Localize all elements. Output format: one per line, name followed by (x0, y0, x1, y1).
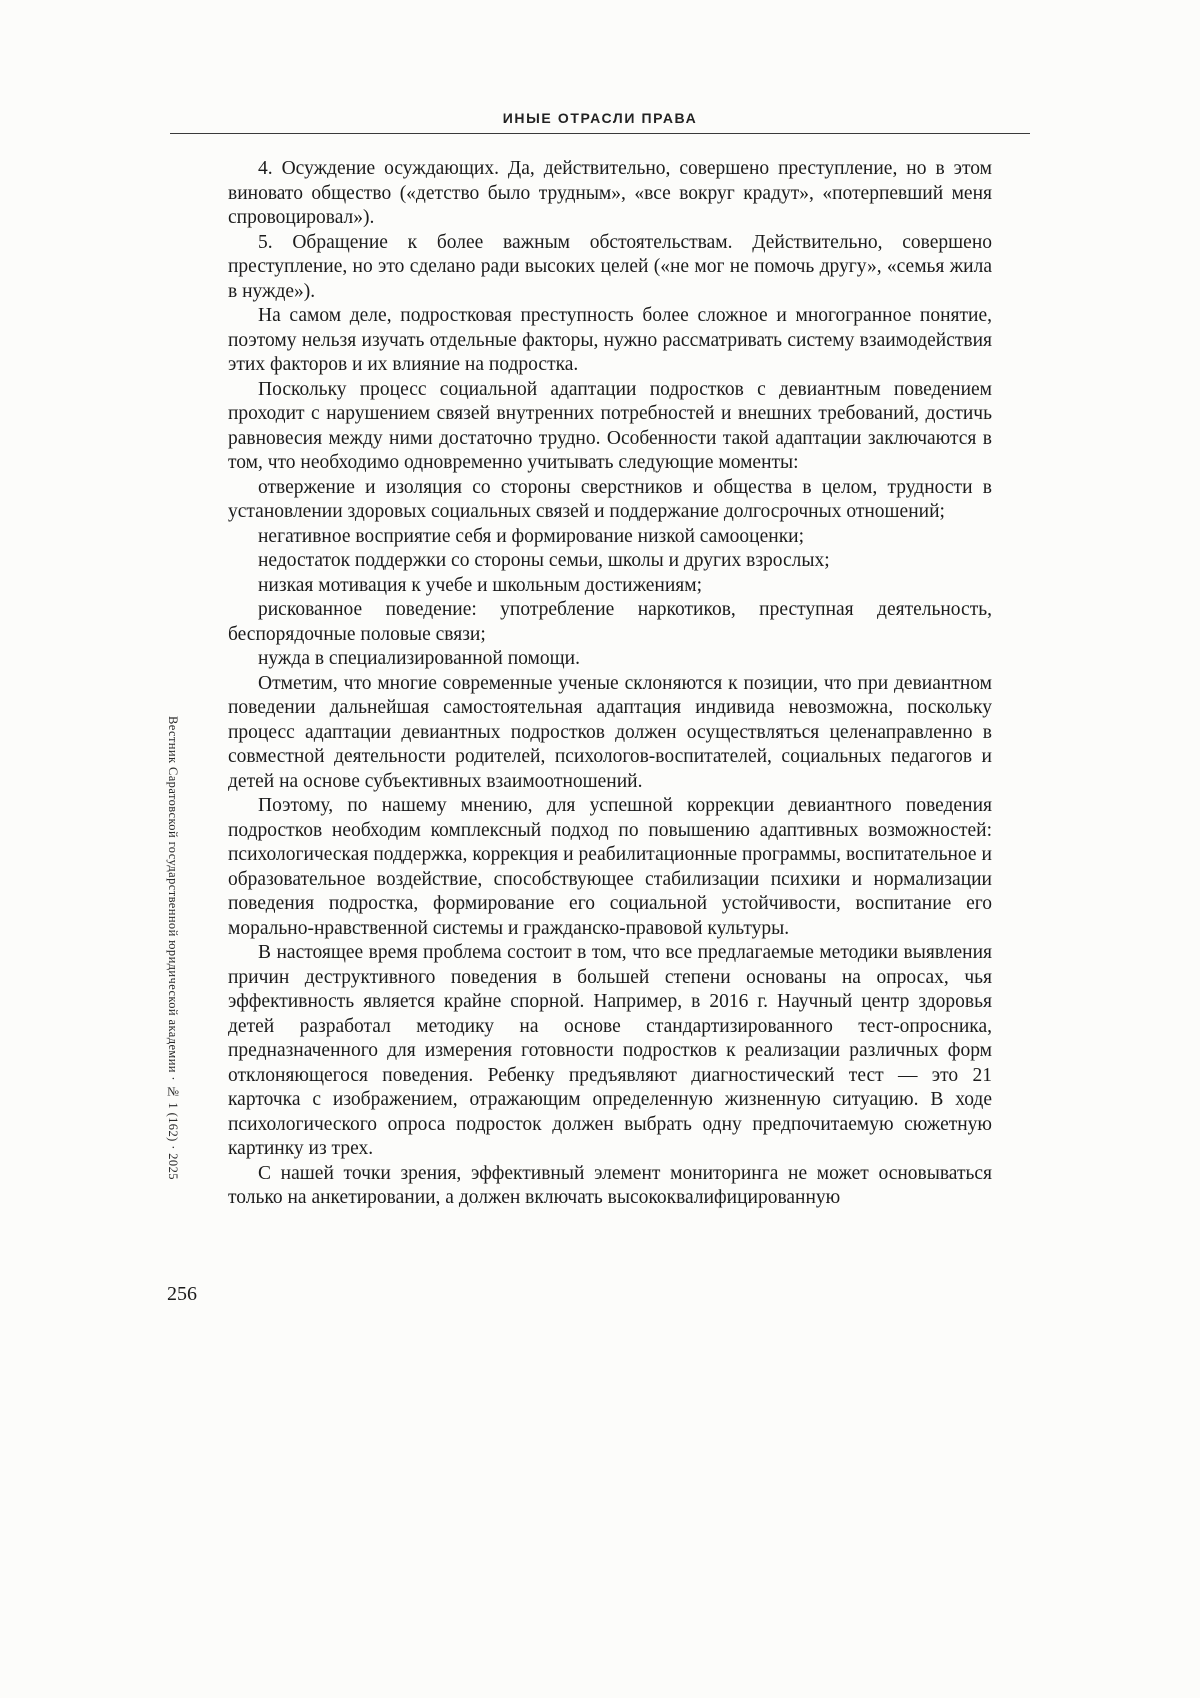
paragraph-item-4: 4. Осуждение осуждающих. Да, действительно, совершено преступление, но в этом виновато общество («детство было трудным», «все вокруг крадут», «потерпевший меня спровоцировал»). (228, 158, 992, 228)
header-rule (170, 133, 1030, 134)
section-title: ИНЫЕ ОТРАСЛИ ПРАВА (502, 110, 698, 126)
list-item: негативное восприятие себя и формирование низкой самооценки; (258, 525, 805, 547)
paragraph: Поэтому, по нашему мнению, для успешной коррекции девиантного поведения подростков необходим комплексный подход по повышению адаптивных возможностей: психологическая поддержка, коррекция и реабилитационные программы, воспитательное и образовательное воздействие, способствующее стабилизации психики и нормализации поведения подростка, формирование его социальной устойчивости, воспитание его морально-нравственной системы и гражданско-правовой культуры. (228, 795, 992, 939)
article-body (228, 157, 992, 1211)
paragraph: Отметим, что многие современные ученые склоняются к позиции, что при девиантном поведении дальнейшая самостоятельная адаптация индивида невозможна, поскольку процесс адаптации девиантных подростков должен осуществляться целенаправленно в совместной деятельности родителей, психологов-воспитателей, социальных педагогов и детей на основе субъективных взаимоотношений. (228, 672, 992, 792)
list-item: низкая мотивация к учебе и школьным достижениям; (258, 574, 703, 596)
list-item: отвержение и изоляция со стороны сверстников и общества в целом, трудности в установлении здоровых социальных связей и поддержание долгосрочных отношений; (228, 476, 992, 522)
paragraph: На самом деле, подростковая преступность более сложное и многогранное понятие, поэтому нельзя изучать отдельные факторы, нужно рассматривать систему взаимодействия этих факторов и их влияние на подростка. (228, 305, 992, 375)
paragraph-item-5: 5. Обращение к более важным обстоятельствам. Действительно, совершено преступление, но это сделано ради высоких целей («не мог не помочь другу», «семья жила в нужде»). (228, 231, 992, 302)
paragraph: С нашей точки зрения, эффективный элемент мониторинга не может основываться только на анкетировании, а должен включать высококвалифицированную (228, 1162, 992, 1208)
list-item: нужда в специализированной помощи. (258, 648, 580, 669)
journal-edition-caption: Вестник Саратовской государственной юридической академии · № 1 (162) · 2025 (166, 716, 180, 1180)
page-number: 256 (167, 1283, 197, 1305)
paragraph: В настоящее время проблема состоит в том, что все предлагаемые методики выявления причин деструктивного поведения в большей степени основаны на опросах, чья эффективность является крайне спорной. Например, в 2016 г. Научный центр здоровья детей разработал методику на основе стандартизированного тест-опросника, предназначенного для измерения готовности подростков к реализации различных форм отклоняющегося поведения. Ребенку предъявляют диагностический тест — это 21 карточка с изображением, отражающим определенную жизненную ситуацию. В ходе психологического опроса подросток должен выбрать одну предпочитаемую сюжетную картинку из трех. (228, 942, 992, 1159)
running-head (170, 110, 1030, 134)
list-item: недостаток поддержки со стороны семьи, школы и других взрослых; (258, 550, 830, 571)
list-item: рискованное поведение: употребление наркотиков, преступная деятельность, беспорядочные половые связи; (228, 599, 992, 645)
paragraph: Поскольку процесс социальной адаптации подростков с девиантным поведением проходит с нарушением связей внутренних потребностей и внешних требований, достичь равновесия между ними достаточно трудно. Особенности такой адаптации заключаются в том, что необходимо одновременно учитывать следующие моменты: (228, 378, 992, 473)
